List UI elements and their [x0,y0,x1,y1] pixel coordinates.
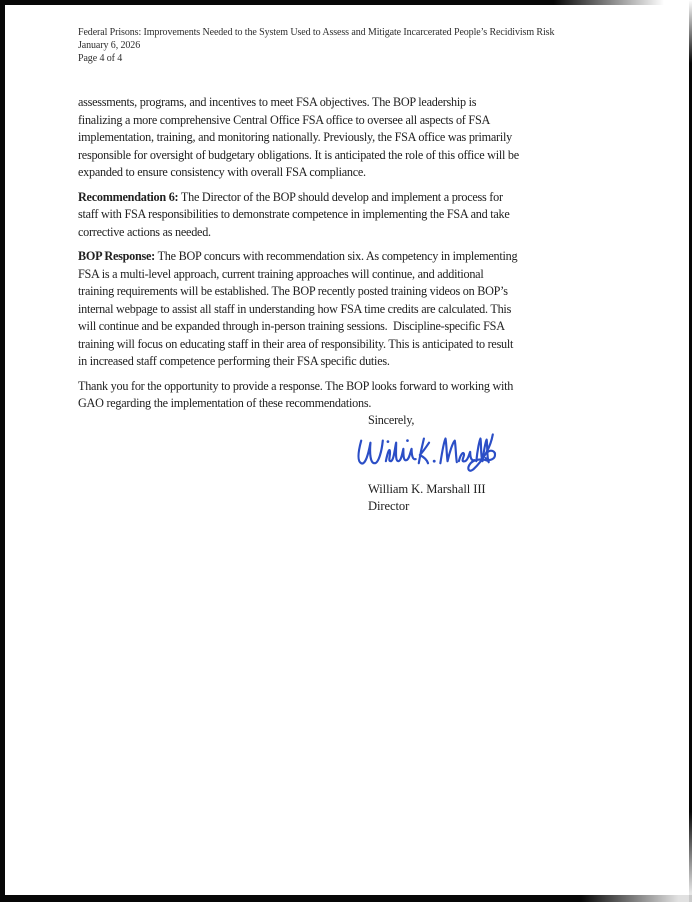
body-line: training requirements will be established. The BOP recently posted training videos on BOP’s [78,284,508,298]
body-line: Thank you for the opportunity to provide a response. The BOP looks forward to working with [78,378,514,393]
salutation: Sincerely, [368,413,415,427]
letter-date: January 6, 2026 [78,40,141,51]
signer-title: Director [368,499,410,513]
body-line: implementation, training, and monitoring nationally. Previously, the FSA office was primarily [78,130,512,144]
body-line: internal webpage to assist all staff in understanding how FSA time credits are calculated. This [78,301,512,316]
report-title: Federal Prisons: Improvements Needed to the System Used to Assess and Mitigate Incarcerated People’s Recidivism Risk [78,27,555,38]
body-line: staff with FSA responsibilities to demonstrate competence in implementing the FSA and take [78,207,510,221]
body-line: GAO regarding the implementation of these recommendations. [78,396,372,410]
signature-strokes [358,434,495,470]
scan-border-bottom [0,895,692,902]
body-line: corrective actions as needed. [78,224,211,239]
page-number: Page 4 of 4 [78,53,123,64]
recommendation-6-label: Recommendation 6: [78,189,179,204]
body-line: FSA is a multi-level approach, current training approaches will continue, and additional [78,266,484,281]
body-line: in increased staff competence performing their FSA specific duties. [78,354,390,368]
bop-response-label: BOP Response: [78,249,155,263]
scan-border-left [0,0,5,902]
body-line: assessments, programs, and incentives to meet FSA objectives. The BOP leadership is [78,95,477,109]
letter-header [78,26,554,65]
body-line-text: The Director of the BOP should develop and implement a process for [178,189,503,204]
body-line: responsible for oversight of budgetary obligations. It is anticipated the role of this office will be [78,147,519,162]
signature-image [354,427,500,483]
body-line-text: The BOP concurs with recommendation six. As competency in implementing [155,249,518,263]
signer-typed-name: William K. Marshall III [368,482,486,496]
body-line [78,248,623,266]
scan-border-top [0,0,692,5]
body-line: will continue and be expanded through in-person training sessions. Discipline-specific FSA [78,319,505,333]
body-line: finalizing a more comprehensive Central Office FSA office to oversee all aspects of FSA [78,112,491,127]
body-line: expanded to ensure consistency with overall FSA compliance. [78,165,366,179]
body-line [78,189,623,207]
body-line: training will focus on educating staff in their area of responsibility. This is anticipated to result [78,336,514,351]
letter-body [78,87,623,420]
